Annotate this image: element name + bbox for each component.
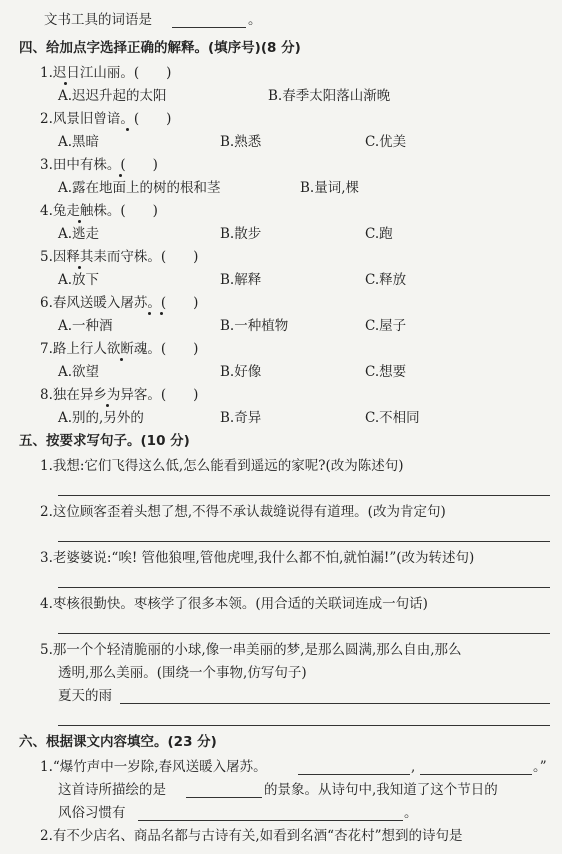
s4-q5-option-a: A.放下 bbox=[58, 272, 100, 288]
s4-q1: 1.迟日江山丽。( ) bbox=[40, 65, 172, 81]
answer-line[interactable] bbox=[58, 587, 550, 588]
s4-q4-option-a: A.逃走 bbox=[58, 226, 100, 242]
s5-q4: 4.枣核很勤快。枣核学了很多本领。(用合适的关联词连成一句话) bbox=[40, 596, 428, 612]
s4-q6-option-c: C.屋子 bbox=[365, 318, 407, 334]
s4-q2: 2.风景旧曾谙。( ) bbox=[40, 111, 172, 127]
s4-q3: 3.田中有株。( ) bbox=[40, 157, 158, 173]
s4-q6-option-a: A.一种酒 bbox=[58, 318, 113, 334]
answer-line[interactable] bbox=[58, 541, 550, 542]
s4-q7-option-a: A.欲望 bbox=[58, 364, 100, 380]
s4-q7-option-b: B.好像 bbox=[220, 364, 262, 380]
answer-blank[interactable] bbox=[186, 797, 262, 798]
s4-q7-option-c: C.想要 bbox=[365, 364, 407, 380]
emphasis-dot bbox=[126, 128, 129, 131]
s5-q2: 2.这位顾客歪着头想了想,不得不承认裁缝说得有道理。(改为肯定句) bbox=[40, 504, 446, 520]
s5-q3: 3.老婆婆说:“唉! 管他狼哩,管他虎哩,我什么都不怕,就怕漏!”(改为转述句) bbox=[40, 550, 475, 566]
s4-q8-option-a: A.别的,另外的 bbox=[58, 410, 144, 426]
section4-heading: 四、给加点字选择正确的解释。(填序号)(8 分) bbox=[19, 40, 301, 56]
emphasis-dot bbox=[120, 358, 123, 361]
answer-blank[interactable] bbox=[172, 27, 246, 28]
s4-q7: 7.路上行人欲断魂。( ) bbox=[40, 341, 199, 357]
s6-q1-line2-a: 这首诗所描绘的是 bbox=[58, 782, 166, 798]
s5-q1: 1.我想:它们飞得这么低,怎么能看到遥远的家呢?(改为陈述句) bbox=[40, 458, 404, 474]
s6-q1-comma: , bbox=[411, 759, 416, 775]
emphasis-dot bbox=[78, 266, 81, 269]
section6-heading: 六、根据课文内容填空。(23 分) bbox=[19, 734, 217, 750]
s4-q2-option-a: A.黑暗 bbox=[58, 134, 100, 150]
s4-q4: 4.兔走触株。( ) bbox=[40, 203, 158, 219]
emphasis-dot bbox=[64, 82, 67, 85]
s4-q5-option-b: B.解释 bbox=[220, 272, 262, 288]
top-line-text: 文书工具的词语是 bbox=[44, 12, 152, 28]
s6-q1-line3-end: 。 bbox=[404, 805, 418, 821]
s4-q2-option-c: C.优美 bbox=[365, 134, 407, 150]
emphasis-dot bbox=[78, 220, 81, 223]
answer-blank[interactable] bbox=[138, 820, 403, 821]
s4-q4-option-c: C.跑 bbox=[365, 226, 393, 242]
answer-line[interactable] bbox=[58, 495, 550, 496]
emphasis-dot bbox=[106, 404, 109, 407]
s6-q2-line1: 2.有不少店名、商品名都与古诗有关,如看到名酒“杏花村”想到的诗句是 bbox=[40, 828, 463, 844]
s4-q2-option-b: B.熟悉 bbox=[220, 134, 262, 150]
s4-q8-option-c: C.不相同 bbox=[365, 410, 420, 426]
s4-q5: 5.因释其耒而守株。( ) bbox=[40, 249, 199, 265]
section5-heading: 五、按要求写句子。(10 分) bbox=[19, 433, 190, 449]
s4-q1-option-a: A.迟迟升起的太阳 bbox=[58, 88, 167, 104]
s4-q8: 8.独在异乡为异客。( ) bbox=[40, 387, 199, 403]
answer-blank[interactable] bbox=[420, 774, 532, 775]
s4-q3-option-b: B.量词,棵 bbox=[300, 180, 360, 196]
s5-q5-line1: 5.那一个个轻清脆丽的小球,像一串美丽的梦,是那么圆满,那么自由,那么 bbox=[40, 642, 462, 658]
s6-q1-line2-b: 的景象。从诗句中,我知道了这个节日的 bbox=[264, 782, 498, 798]
emphasis-dot bbox=[160, 312, 163, 315]
s5-q5-start: 夏天的雨 bbox=[58, 688, 112, 704]
answer-line[interactable] bbox=[120, 703, 550, 704]
s4-q8-option-b: B.奇异 bbox=[220, 410, 262, 426]
s4-q6: 6.春风送暖入屠苏。( ) bbox=[40, 295, 199, 311]
emphasis-dot bbox=[119, 174, 122, 177]
emphasis-dot bbox=[148, 312, 151, 315]
top-line-end: 。 bbox=[248, 12, 262, 28]
s4-q5-option-c: C.释放 bbox=[365, 272, 407, 288]
s4-q1-option-b: B.春季太阳落山渐晚 bbox=[268, 88, 391, 104]
s4-q3-option-a: A.露在地面上的树的根和茎 bbox=[58, 180, 221, 196]
answer-line[interactable] bbox=[58, 633, 550, 634]
s6-q1-line1: 1.“爆竹声中一岁除,春风送暖入屠苏。 bbox=[40, 759, 267, 775]
s6-q1-line3-a: 风俗习惯有 bbox=[58, 805, 126, 821]
s5-q5-line2: 透明,那么美丽。(围绕一个事物,仿写句子) bbox=[58, 665, 307, 681]
s6-q1-close: 。” bbox=[533, 759, 547, 775]
s4-q6-option-b: B.一种植物 bbox=[220, 318, 289, 334]
answer-line[interactable] bbox=[58, 725, 550, 726]
answer-blank[interactable] bbox=[298, 774, 410, 775]
s4-q4-option-b: B.散步 bbox=[220, 226, 262, 242]
